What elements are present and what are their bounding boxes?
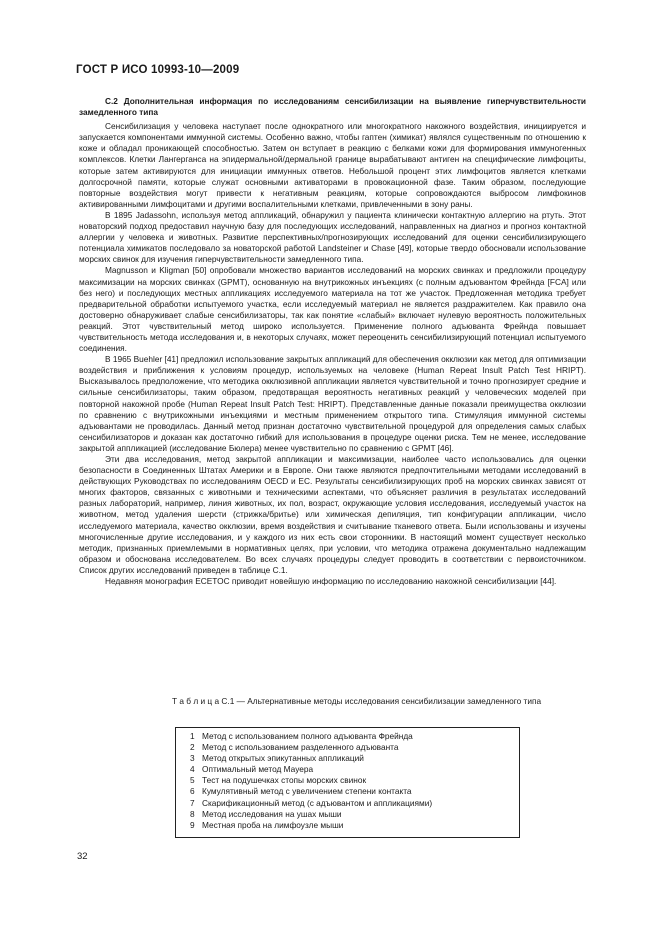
row-text: Кумулятивный метод с увеличением степени контакта <box>202 786 412 797</box>
row-number: 4 <box>190 764 195 775</box>
row-text: Метод с использованием разделенного адъюванта <box>202 742 399 753</box>
paragraph: Сенсибилизация у человека наступает после однократного или многократного накожного воздействия, инициируется и запускается компонентами иммунной системы. Особенно важно, чтобы гаптен (химикат) являлся существенным по отношению к коже и обладал проникающей способностью. Затем он вступает в реакцию с белками кожи для формирования иммуногенных комплексов. Клетки Лангерганса на эпидермальной/дермальной границе вырабатывают антиген на специфические лимфоциты, которые затем активируются для инициации иммунных ответов. Небольшой процент этих лимфоцитов является клетками долгосрочной памяти, которые служат основными активаторами в провокационной фазе. Таким образом, последующие повторные воздействия могут привести к негативным реакциям, которые сопровождаются выбросом лимфокинов активированными лимфоцитами и другими воспалительными клетками, привлеченными в зону раны. <box>79 121 586 209</box>
table-row <box>190 775 432 786</box>
methods-table <box>190 731 432 831</box>
table-row <box>190 798 432 809</box>
row-text: Скарификационный метод (с адъювантом и аппликациями) <box>202 797 433 808</box>
row-number: 1 <box>190 731 195 741</box>
section-heading: С.2 Дополнительная информация по исследованиям сенсибилизации на выявление гиперчувствительности замедленного типа <box>79 96 586 118</box>
table-caption: Т а б л и ц а С.1 — Альтернативные методы исследования сенсибилизации замедленного типа <box>172 696 542 706</box>
table-row <box>190 820 432 831</box>
row-text: Тест на подушечках стопы морских свинок <box>202 775 367 786</box>
row-text: Метод с использованием полного адъюванта Фрейнда <box>202 731 413 741</box>
paragraph: В 1895 Jadassohn, используя метод аппликаций, обнаружил у пациента клинически контактную аллергию на ртуть. Этот новаторский подход предоставил научную базу для последующих исследований, направленных на диагноз и прогноз контактной аллергии у человека и животных. Развитие перспективных/прогнозирующих исследований для оценки сенсибилизирующего потенциала химикатов последовало за новаторской работой Landsteiner и Chase [49], которые твердо обосновали использование морских свинок для изучения гиперчувствительности замедленного типа. <box>79 209 586 265</box>
table-row <box>190 731 432 742</box>
row-text: Оптимальный метод Мауера <box>202 764 314 775</box>
table-row <box>190 764 432 775</box>
paragraph: В 1965 Buehler [41] предложил использование закрытых аппликаций для обеспечения окклюзии как метод для оптимизации воздействия и приближения к условиям процедур, используемых на человеке (Human Repeat Insult Patch Test HRIPT). Высказывалось предположение, что методика окклюзивной аппликации является чувствительной и точно прогнозирует средние и сильные сенсибилизаторы, таким образом, предотвращая вероятность негативных реакций у человеческих моделей при повторной накожной пробе (Human Repeat Insult Patch Test: HRIPT). Представленные данные показали преимущества окклюзии по сравнению с внутрикожными инъекциями и местным применением открытого типа. Стимуляция иммунной системы адъювантами не проводилась. Данный метод признан достаточно чувствительной процедурой для определения самых слабых сенсибилизаторов и доказан как достаточно гибкий для использования в процедуре оценки риска. Тем не менее, исследование закрытой аппликацией (исследование Бюлера) менее чувствительно по сравнению с GPMT [46]. <box>79 354 586 453</box>
table-row <box>190 786 432 797</box>
row-number: 5 <box>190 775 195 786</box>
row-number: 6 <box>190 786 195 797</box>
table-row <box>190 809 432 820</box>
row-text: Метод открытых эпикутанных аппликаций <box>202 753 364 764</box>
paragraph: Эти два исследования, метод закрытой аппликации и максимизации, наиболее часто использовались для оценки безопасности в Соединенных Штатах Америки и в Европе. Они также являются предпочтительными методами исследований в действующих Руководствах по исследованиям OECD и ЕС. Результаты сенсибилизирующих проб на морских свинках зависят от многих факторов, связанных с животными и техническими аспектами, что объясняет различия в результатах исследований разных лабораторий, например, линия животных, их пол, возраст, окружающие условия исследования, исследуемый участок на животном, метод удаления шерсти (стрижка/бритье) или химическая депиляция, тип конфигурации аппликации, число исследуемого материала, качество окклюзии, время воздействия и считывание тканевого ответа. Были использованы и изучены многочисленные другие исследования, и у каждого из них есть свои сторонники. В настоящий момент существует несколько методик, признанных приемлемыми в нормативных целях, при условии, что методика отражена документально надлежащим образом и обоснована исследователем. Во всех случаях процедуры следует проводить в соответствии с первоисточником. Список других исследований приведен в таблице С.1. <box>79 454 586 575</box>
row-text: Местная проба на лимфоузле мыши <box>202 819 344 830</box>
table-row <box>190 742 432 753</box>
table-row <box>190 753 432 764</box>
page-number: 32 <box>77 851 88 862</box>
row-number: 2 <box>190 742 195 753</box>
row-number: 8 <box>190 808 195 819</box>
row-number: 3 <box>190 753 195 764</box>
paragraph: Недавняя монография ECETOC приводит новейшую информацию по исследованию накожной сенсибилизации [44]. <box>105 576 557 587</box>
row-text: Метод исследования на ушах мыши <box>202 808 342 819</box>
document-header: ГОСТ Р ИСО 10993-10—2009 <box>76 64 240 76</box>
row-number: 9 <box>190 819 195 830</box>
document-body <box>79 96 586 587</box>
paragraph: Magnusson и Kligman [50] опробовали множество вариантов исследований на морских свинках и предложили процедуру максимизации на морских свинках (GPMT), основанную на внутрикожных инъекциях (с полным адъювантом Фрейнда [FCA] или без него) и последующих местных аппликациях исследуемого материала на тот же участок. Предложенная методика требует предварительной обработки испытуемого участка, если исследуемый материал не является раздражителем. Как правило она достоверно обнаруживает слабые сенсибилизаторы, так как понятие «слабый» включает нулевую вероятность положительных реакций. Этот чувствительный метод широко используется. Применение полного адъюванта Фрейнда повышает чувствительность метода исследования и, в некоторых случаях, может переоценить сенсибилизирующий потенциал испытуемого соединения. <box>79 265 586 354</box>
row-number: 7 <box>190 797 195 808</box>
